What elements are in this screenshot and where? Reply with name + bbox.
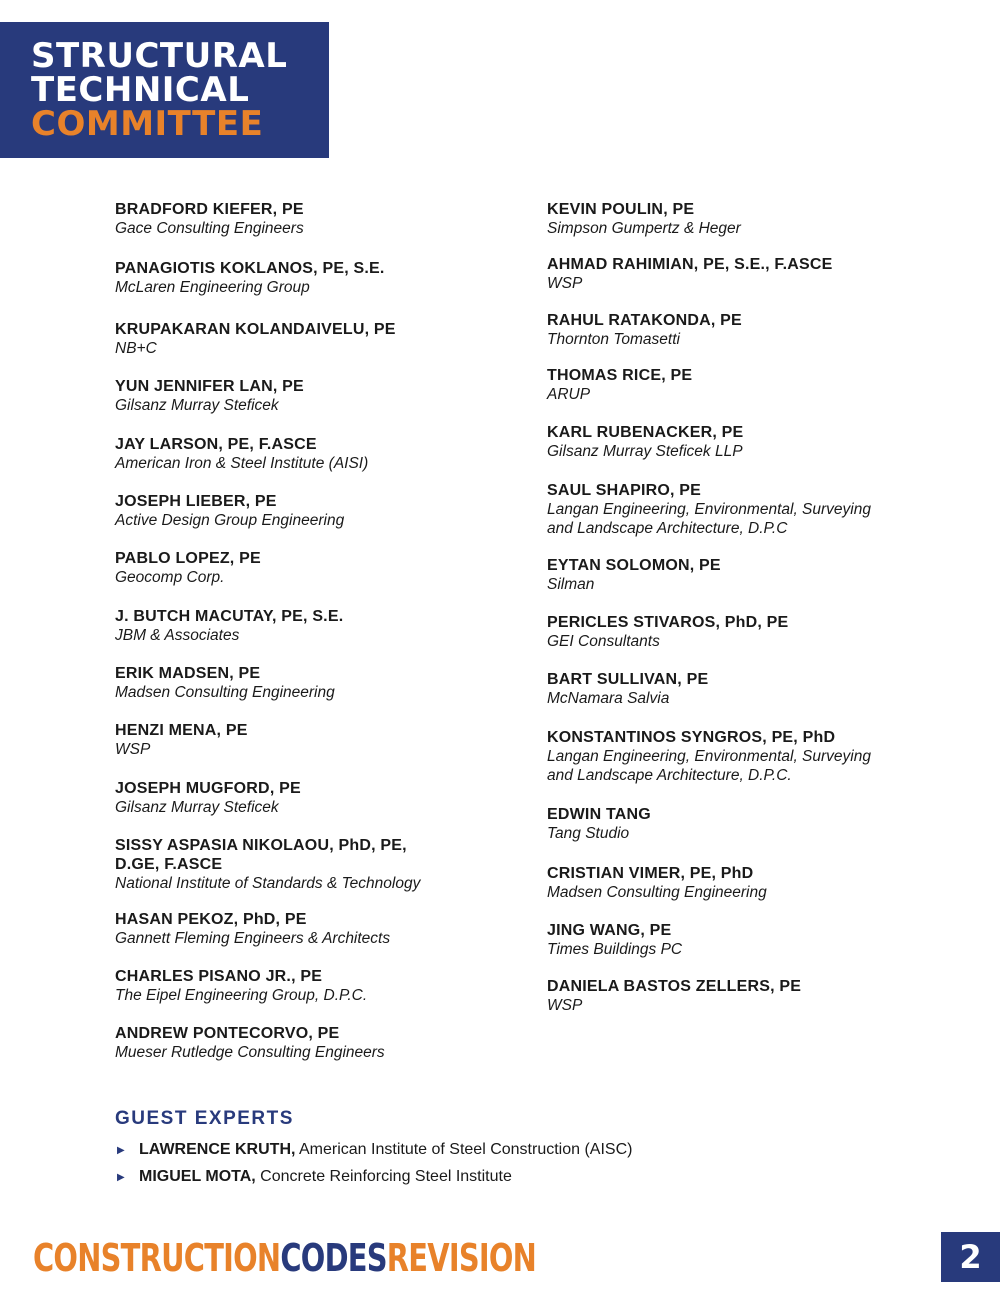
guest-name: LAWRENCE KRUTH, [139,1141,296,1158]
member-entry [115,721,535,759]
title-line-committee: COMMITTEE [31,104,264,144]
member-entry [547,864,967,902]
member-entry [547,670,967,708]
member-name: ERIK MADSEN, PE [115,665,261,682]
member-name: JOSEPH MUGFORD, PE [115,780,301,797]
member-entry [115,664,535,702]
logo-codes: CODES [280,1236,387,1280]
member-name: SISSY ASPASIA NIKOLAOU, PhD, PE, [115,837,407,854]
member-name: EYTAN SOLOMON, PE [547,557,721,574]
member-entry [547,921,967,959]
member-name: RAHUL RATAKONDA, PE [547,312,742,329]
member-organization: Gilsanz Murray Steficek LLP [547,443,743,460]
member-entry [547,255,967,293]
member-name: JING WANG, PE [547,922,672,939]
member-entry [115,549,535,587]
member-organization: GEI Consultants [547,633,660,650]
member-name: J. BUTCH MACUTAY, PE, S.E. [115,608,344,625]
member-entry [547,556,967,594]
member-name: PERICLES STIVAROS, PhD, PE [547,614,789,631]
member-organization: WSP [115,741,151,758]
member-organization: McNamara Salvia [547,690,670,707]
member-entry [115,779,535,817]
member-name: AHMAD RAHIMIAN, PE, S.E., F.ASCE [547,256,833,273]
logo-revision: REVISION [386,1236,537,1280]
member-entry [547,613,967,651]
member-entry [115,1024,535,1062]
committee-title-block [0,22,329,158]
member-organization: Times Buildings PC [547,941,683,958]
triangle-bullet-icon: ▶ [117,1145,125,1156]
guest-expert-item [115,1167,632,1194]
member-entry [115,967,535,1005]
member-organization: NB+C [115,340,157,357]
title-line-structural: STRUCTURAL [31,36,288,76]
member-entry [547,423,967,461]
member-entry [115,910,535,948]
member-entry [115,259,535,297]
member-entry [115,836,535,893]
member-name: JOSEPH LIEBER, PE [115,493,277,510]
member-entry [115,377,535,415]
guest-organization: Concrete Reinforcing Steel Institute [255,1168,512,1185]
construction-codes-revision-logo [33,1236,536,1280]
logo-construction: CONSTRUCTION [33,1236,281,1280]
member-entry [547,366,967,404]
member-organization: American Iron & Steel Institute (AISI) [115,455,369,472]
member-organization: Langan Engineering, Environmental, Surveying [547,501,871,518]
member-name: HASAN PEKOZ, PhD, PE [115,911,307,928]
guest-expert-item [115,1140,632,1167]
member-organization: Madsen Consulting Engineering [115,684,335,701]
member-organization: Gilsanz Murray Steficek [115,397,279,414]
member-name: CHARLES PISANO JR., PE [115,968,323,985]
member-entry [547,805,967,843]
member-organization: The Eipel Engineering Group, D.P.C. [115,987,368,1004]
guest-experts-list [115,1140,632,1194]
member-entry [115,435,535,473]
member-entry [115,607,535,645]
member-name-continued: D.GE, F.ASCE [115,856,223,873]
member-entry [547,977,967,1015]
member-name: PANAGIOTIS KOKLANOS, PE, S.E. [115,260,385,277]
member-organization: Langan Engineering, Environmental, Surveying [547,748,871,765]
guest-experts-heading: GUEST EXPERTS [115,1108,294,1129]
guest-organization: American Institute of Steel Construction (AISC) [295,1141,633,1158]
member-organization: McLaren Engineering Group [115,279,310,296]
member-organization-continued: and Landscape Architecture, D.P.C. [547,767,792,784]
member-name: YUN JENNIFER LAN, PE [115,378,304,395]
guest-name: MIGUEL MOTA, [139,1168,256,1185]
member-name: HENZI MENA, PE [115,722,248,739]
triangle-bullet-icon: ▶ [117,1172,125,1183]
member-name: KRUPAKARAN KOLANDAIVELU, PE [115,321,396,338]
member-organization: JBM & Associates [115,627,240,644]
member-organization: Gannett Fleming Engineers & Architects [115,930,391,947]
member-entry [547,728,967,785]
member-name: KARL RUBENACKER, PE [547,424,744,441]
member-organization: ARUP [547,386,591,403]
member-organization: WSP [547,275,583,292]
member-organization: Gilsanz Murray Steficek [115,799,279,816]
member-name: EDWIN TANG [547,806,651,823]
member-entry [115,320,535,358]
member-organization: Tang Studio [547,825,630,842]
member-name: CRISTIAN VIMER, PE, PhD [547,865,754,882]
member-organization: Mueser Rutledge Consulting Engineers [115,1044,385,1061]
member-organization-continued: and Landscape Architecture, D.P.C [547,520,788,537]
member-name: JAY LARSON, PE, F.ASCE [115,436,317,453]
member-name: SAUL SHAPIRO, PE [547,482,702,499]
member-name: BRADFORD KIEFER, PE [115,201,304,218]
member-name: BART SULLIVAN, PE [547,671,709,688]
member-entry [115,492,535,530]
member-name: PABLO LOPEZ, PE [115,550,261,567]
member-name: KONSTANTINOS SYNGROS, PE, PhD [547,729,836,746]
member-name: THOMAS RICE, PE [547,367,693,384]
member-name: KEVIN POULIN, PE [547,201,695,218]
page-number: 2 [941,1232,1000,1282]
member-entry [547,311,967,349]
member-entry [547,200,967,238]
member-organization: Silman [547,576,595,593]
member-entry [547,481,967,538]
member-organization: WSP [547,997,583,1014]
member-organization: Simpson Gumpertz & Heger [547,220,741,237]
member-organization: National Institute of Standards & Technology [115,875,421,892]
member-name: DANIELA BASTOS ZELLERS, PE [547,978,802,995]
member-organization: Thornton Tomasetti [547,331,680,348]
member-name: ANDREW PONTECORVO, PE [115,1025,340,1042]
member-organization: Geocomp Corp. [115,569,225,586]
member-organization: Gace Consulting Engineers [115,220,304,237]
member-entry [115,200,535,238]
member-organization: Madsen Consulting Engineering [547,884,767,901]
title-line-technical: TECHNICAL [31,70,250,110]
member-organization: Active Design Group Engineering [115,512,345,529]
